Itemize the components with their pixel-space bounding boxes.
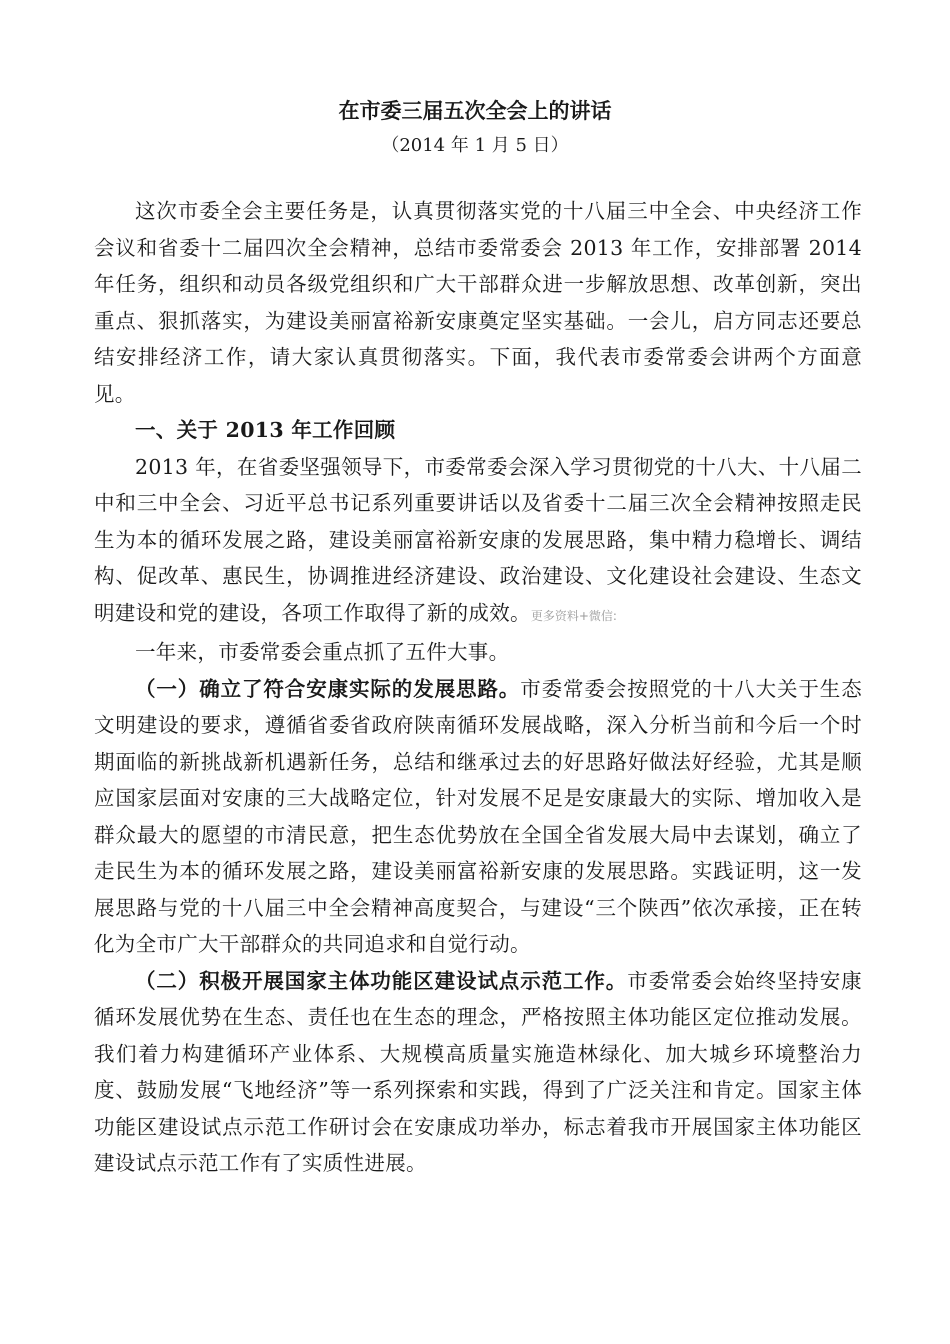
subsection-2 [94, 963, 862, 1182]
review-paragraph-text: 2013 年，在省委坚强领导下，市委常委会深入学习贯彻党的十八大、十八届二中和三中全会、习近平总书记系列重要讲话以及省委十二届三次全会精神按照走民生为本的循环发展之路，建设美丽富裕新安康的发展思路，集中精力稳增长、调结构、促改革、惠民生，协调推进经济建设、政治建设、文化建设社会建设、生态文明建设和党的建设，各项工作取得了新的成效。 [94, 454, 862, 625]
summary-paragraph: 一年来，市委常委会重点抓了五件大事。 [135, 640, 510, 664]
document-body [94, 193, 862, 1182]
review-paragraph [94, 449, 862, 635]
section-heading-1: 一、关于 2013 年工作回顾 [135, 418, 396, 442]
page-title: 在市委三届五次全会上的讲话 [338, 98, 612, 123]
subsection-1 [94, 671, 862, 963]
watermark-note: 更多资料+微信: [530, 608, 617, 623]
speech-date: （2014 年 1 月 5 日） [381, 135, 569, 156]
subsection-2-heading: （二）积极开展国家主体功能区建设试点示范工作。 [135, 968, 628, 993]
subsection-1-body: 市委常委会按照党的十八大关于生态文明建设的要求，遵循省委省政府陕南循环发展战略，深入分析当前和今后一个时期面临的新挑战新机遇新任务，总结和继承过去的好思路好做法好经验，尤其是顺应国家层面对安康的三大战略定位，针对发展不足是安康最大的实际、增加收入是群众最大的愿望的市清民意，把生态优势放在全国全省发展大局中去谋划，确立了走民生为本的循环发展之路，建设美丽富裕新安康的发展思路。实践证明，这一发展思路与党的十八届三中全会精神高度契合，与建设“三个陕西”依次承接，正在转化为全市广大干部群众的共同追求和自觉行动。 [94, 676, 862, 956]
subsection-1-heading: （一）确立了符合安康实际的发展思路。 [135, 676, 521, 701]
intro-paragraph: 这次市委全会主要任务是，认真贯彻落实党的十八届三中全会、中央经济工作会议和省委十二届四次全会精神，总结市委常委会 2013 年工作，安排部署 2014 年任务，组织和动员各级党组织和广大干部群众进一步解放思想、改革创新，突出重点、狠抓落实，为建设美丽富裕新安康奠定坚实基础。一会儿，启方同志还要总结安排经济工作，请大家认真贯彻落实。下面，我代表市委常委会讲两个方面意见。 [94, 199, 862, 406]
subsection-2-body: 市委常委会始终坚持安康循环发展优势在生态、责任也在生态的理念，严格按照主体功能区定位推动发展。我们着力构建循环产业体系、大规模高质量实施造林绿化、加大城乡环境整治力度、鼓励发展“飞地经济”等一系列探索和实践，得到了广泛关注和肯定。国家主体功能区建设试点示范工作研讨会在安康成功举办，标志着我市开展国家主体功能区建设试点示范工作有了实质性进展。 [94, 968, 862, 1175]
